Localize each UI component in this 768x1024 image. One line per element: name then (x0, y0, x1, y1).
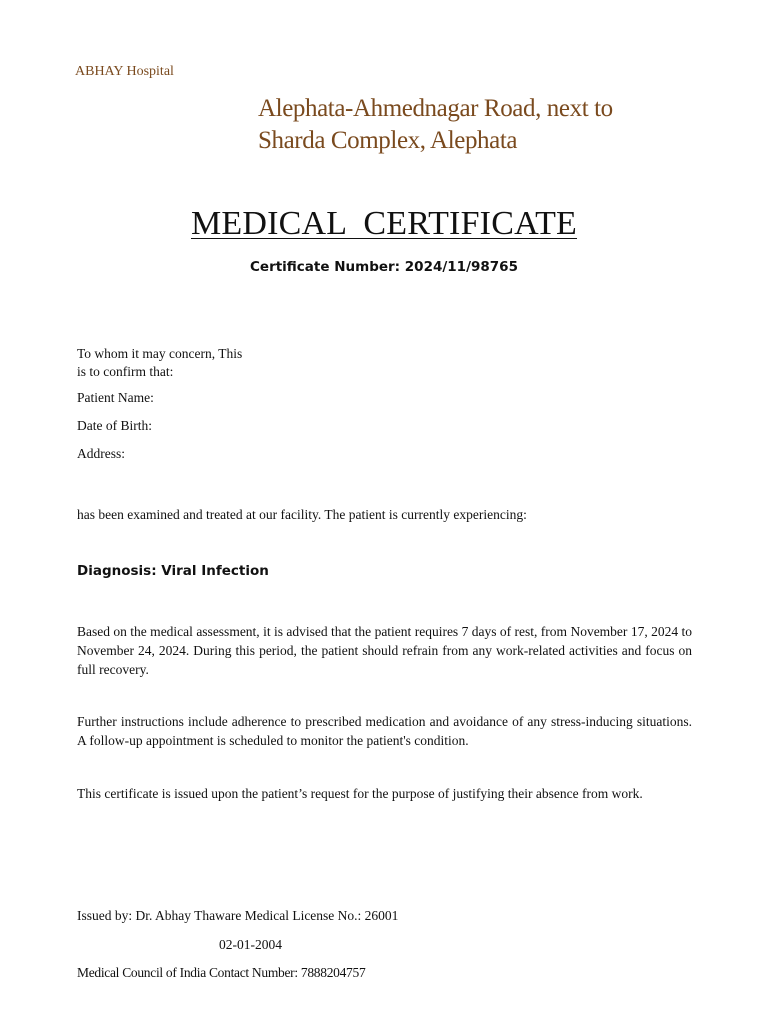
rest-paragraph: Based on the medical assessment, it is advised that the patient requires 7 days of rest, from November 17, 2024 to November 24, 2024. During this period, the patient should refrain from any work-related activities and focus on full recovery. (77, 624, 692, 677)
address-label: Address: (77, 446, 125, 461)
examined-statement: has been examined and treated at our facility. The patient is currently experiencing: (77, 507, 527, 522)
intro-line-2: is to confirm that: (77, 364, 174, 379)
hospital-address (258, 93, 613, 157)
instructions-paragraph: Further instructions include adherence to prescribed medication and avoidance of any stress-inducing situations. A follow-up appointment is scheduled to monitor the patient's condition. (77, 714, 692, 748)
certificate-title: MEDICAL CERTIFICATE (190, 205, 578, 242)
patient-name-label: Patient Name: (77, 390, 154, 405)
diagnosis: Diagnosis: Viral Infection (77, 563, 269, 579)
issued-by: Issued by: Dr. Abhay Thaware Medical License No.: 26001 (77, 908, 399, 923)
hospital-name: ABHAY Hospital (75, 64, 174, 79)
intro-line-1: To whom it may concern, This (77, 346, 243, 361)
address-line-2: Sharda Complex, Alephata (258, 127, 518, 154)
date-of-birth-label: Date of Birth: (77, 418, 152, 433)
council-contact: Medical Council of India Contact Number: 7888204757 (77, 965, 366, 980)
certificate-number: Certificate Number: 2024/11/98765 (250, 259, 518, 275)
issue-date: 02-01-2004 (219, 937, 282, 952)
intro-text (77, 344, 287, 380)
purpose-paragraph: This certificate is issued upon the patient’s request for the purpose of justifying their absence from work. (77, 786, 643, 801)
address-line-1: Alephata-Ahmednagar Road, next to (258, 95, 613, 122)
